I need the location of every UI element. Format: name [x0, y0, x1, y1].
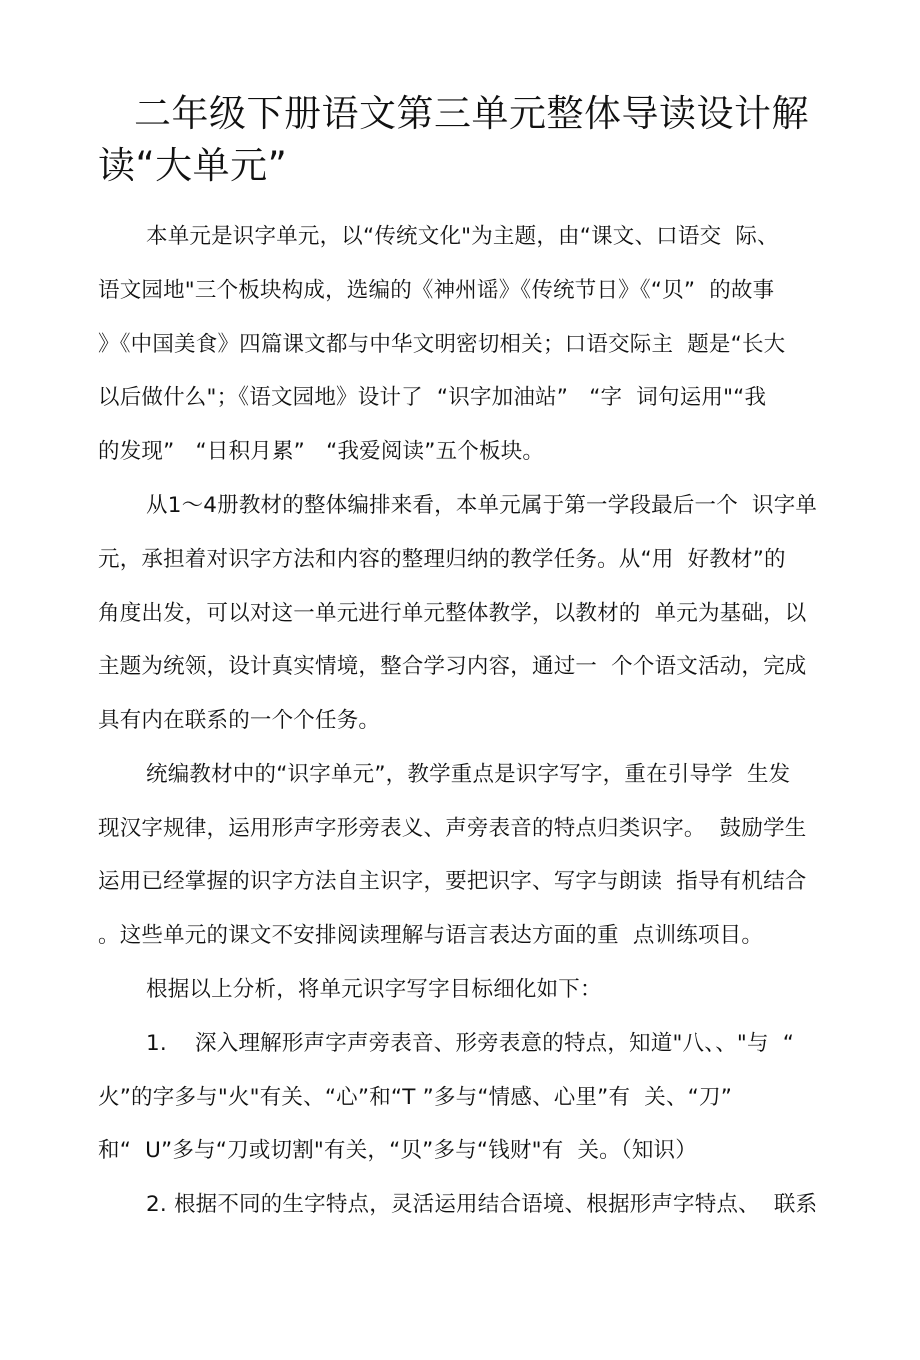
paragraph-2-line-4: 主题为统领，设计真实情境，整合学习内容，通过一 个个语文活动，完成 — [98, 654, 807, 679]
paragraph-5-line-2: 火”的字多与"火"有关、“心”和“T ”多与“情感、心里”有 关、“刀” — [98, 1085, 733, 1110]
paragraph-4-line-1: 根据以上分析，将单元识字写字目标细化如下： — [146, 977, 602, 1002]
paragraph-2-line-3: 角度出发，可以对这一单元进行单元整体教学，以教材的 单元为基础，以 — [98, 601, 807, 626]
paragraph-2-line-2: 元，承担着对识字方法和内容的整理归纳的教学任务。从“用 好教材”的 — [98, 547, 786, 572]
document-title: 二年级下册语文第三单元整体导读设计解读“大单元” — [98, 92, 809, 187]
paragraph-5-line-3: 和“ U”多与“刀或切割"有关，“贝”多与“钱财"有 关。（知识） — [98, 1138, 697, 1163]
paragraph-1-line-5: 的发现” “日积月累” “我爱阅读”五个板块。 — [98, 439, 545, 464]
paragraph-5-line-1: 1. 深入理解形声字声旁表音、形旁表意的特点，知道"八、、"与 “ — [146, 1031, 795, 1056]
paragraph-1-line-2: 语文园地"三个板块构成，选编的《神州谣》《传统节日》《“贝” 的故事 — [98, 278, 775, 303]
paragraph-3-line-3: 运用已经掌握的识字方法自主识字，要把识字、写字与朗读 指导有机结合 — [98, 869, 807, 894]
paragraph-1-line-4: 以后做什么"；《语文园地》设计了 “识字加油站” “字 词句运用"“我 — [98, 385, 767, 410]
paragraph-2-line-5: 具有内在联系的一个个任务。 — [98, 708, 381, 733]
paragraph-2-line-1: 从1〜4册教材的整体编排来看，本单元属于第一学段最后一个 识字单 — [146, 493, 818, 518]
paragraph-1-line-1: 本单元是识字单元，以“传统文化"为主题，由“课文、口语交 际、 — [146, 224, 779, 249]
paragraph-3-line-4: 。这些单元的课文不安排阅读理解与语言表达方面的重 点训练项目。 — [98, 923, 764, 948]
paragraph-6-line-1: 2. 根据不同的生字特点，灵活运用结合语境、根据形声字特点、 联系 — [146, 1192, 818, 1217]
paragraph-1-line-3: 》《中国美食》四篇课文都与中华文明密切相关；口语交际主 题是“长大 — [98, 332, 786, 357]
paragraph-3-line-1: 统编教材中的“识字单元”，教学重点是识字写字，重在引导学 生发 — [146, 762, 791, 787]
paragraph-3-line-2: 现汉字规律，运用形声字形旁表义、声旁表音的特点归类识字。 鼓励学生 — [98, 816, 807, 841]
